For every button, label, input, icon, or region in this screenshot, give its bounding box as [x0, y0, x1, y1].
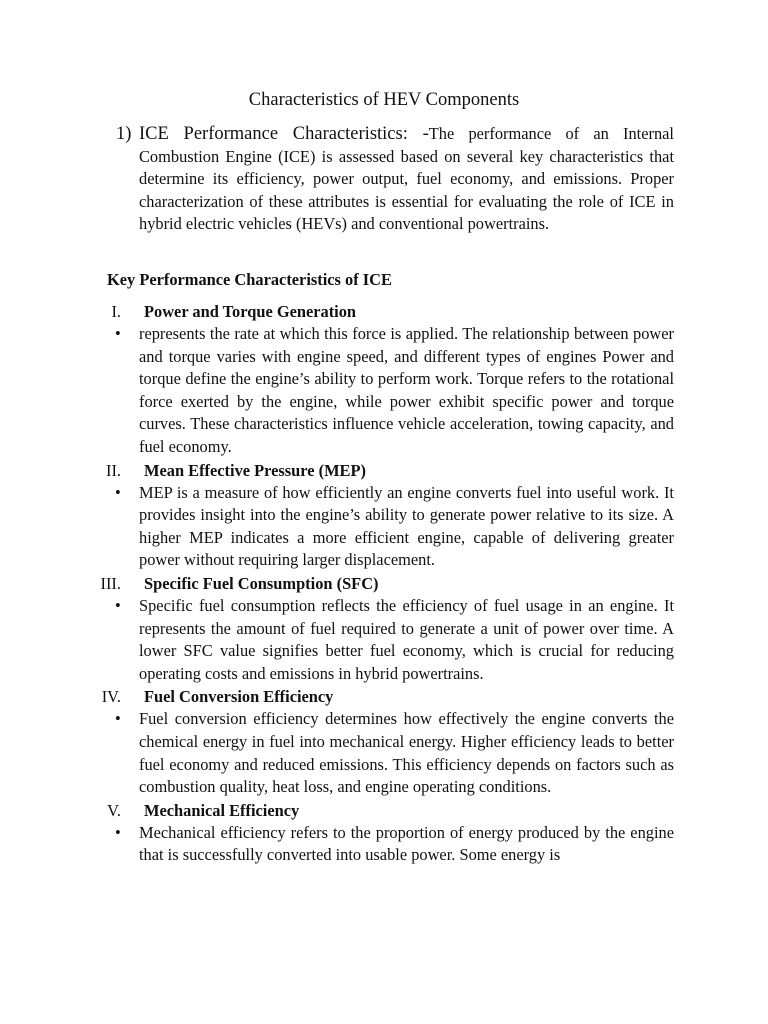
section-numeral: II.	[105, 460, 121, 480]
section-numeral: I.	[111, 302, 121, 321]
section-numeral: III.	[100, 573, 121, 593]
bullet-item	[115, 708, 674, 798]
section-header	[0, 572, 768, 595]
section-mechanical-efficiency	[0, 799, 768, 867]
bullet-marker: •	[115, 324, 121, 343]
section-numeral: IV.	[101, 687, 121, 707]
bullet-text: MEP is a measure of how efficiently an engine converts fuel into useful work. It provides insight into the engine’s ability to generate power relative to its size. A higher MEP indicates a more efficient engine, capable of delivering greater power without requiring larger displacement.	[139, 482, 674, 570]
intro-heading: ICE Performance Characteristics: -	[139, 124, 429, 144]
bullet-marker: •	[115, 595, 121, 615]
bullet-text: represents the rate at which this force is applied. The relationship between power and torque varies with engine speed, and different types of engines Power and torque define the engine’s ability to perform work. Torque refers to the rotational force exerted by the engine, while power exhibit specific power and torque curves. These characteristics influence vehicle acceleration, towing capacity, and fuel economy.	[139, 324, 674, 456]
section-header	[0, 685, 768, 708]
section-numeral: V.	[107, 800, 121, 820]
key-characteristics-heading: Key Performance Characteristics of ICE	[107, 270, 392, 289]
section-power-torque	[0, 300, 768, 459]
section-header	[0, 459, 768, 482]
characteristics-list	[0, 300, 768, 867]
section-title: Mechanical Efficiency	[144, 800, 300, 820]
intro-paragraph	[139, 123, 674, 236]
section-title: Power and Torque Generation	[144, 302, 357, 321]
section-sfc	[0, 572, 768, 685]
bullet-text: Mechanical efficiency refers to the proportion of energy produced by the engine that is successfully converted into usable power. Some energy is	[139, 822, 674, 865]
intro-item	[116, 123, 674, 236]
document-title: Characteristics of HEV Components	[248, 90, 520, 110]
bullet-marker: •	[115, 822, 121, 842]
intro-number: 1)	[116, 124, 132, 144]
section-fuel-conversion	[0, 685, 768, 798]
intro-body-text: The performance of an Internal Combustion Engine (ICE) is assessed based on several key characteristics that determine its efficiency, power output, fuel economy, and emissions. Proper characterization of these attributes is essential for evaluating the role of ICE in hybrid electric vehicles (HEVs) and conventional powertrains.	[139, 124, 674, 234]
bullet-marker: •	[115, 709, 121, 729]
section-title: Fuel Conversion Efficiency	[144, 687, 334, 707]
section-header	[0, 799, 768, 822]
bullet-text: Specific fuel consumption reflects the efficiency of fuel usage in an engine. It represents the amount of fuel required to generate a unit of power over time. A lower SFC value signifies better fuel economy, which is crucial for reducing operating costs and emissions in hybrid powertrains.	[139, 595, 674, 683]
bullet-item	[115, 822, 674, 867]
bullet-item	[115, 595, 674, 685]
section-mep	[0, 459, 768, 572]
bullet-text: Fuel conversion efficiency determines how effectively the engine converts the chemical energy in fuel into mechanical energy. Higher efficiency leads to better fuel economy and reduced emissions. This efficiency depends on factors such as combustion quality, heat loss, and engine operating conditions.	[139, 709, 674, 797]
section-title: Specific Fuel Consumption (SFC)	[144, 573, 379, 593]
bullet-item	[115, 323, 674, 459]
bullet-marker: •	[115, 482, 121, 502]
section-header	[0, 300, 768, 323]
section-title: Mean Effective Pressure (MEP)	[144, 460, 366, 480]
bullet-item	[115, 482, 674, 572]
